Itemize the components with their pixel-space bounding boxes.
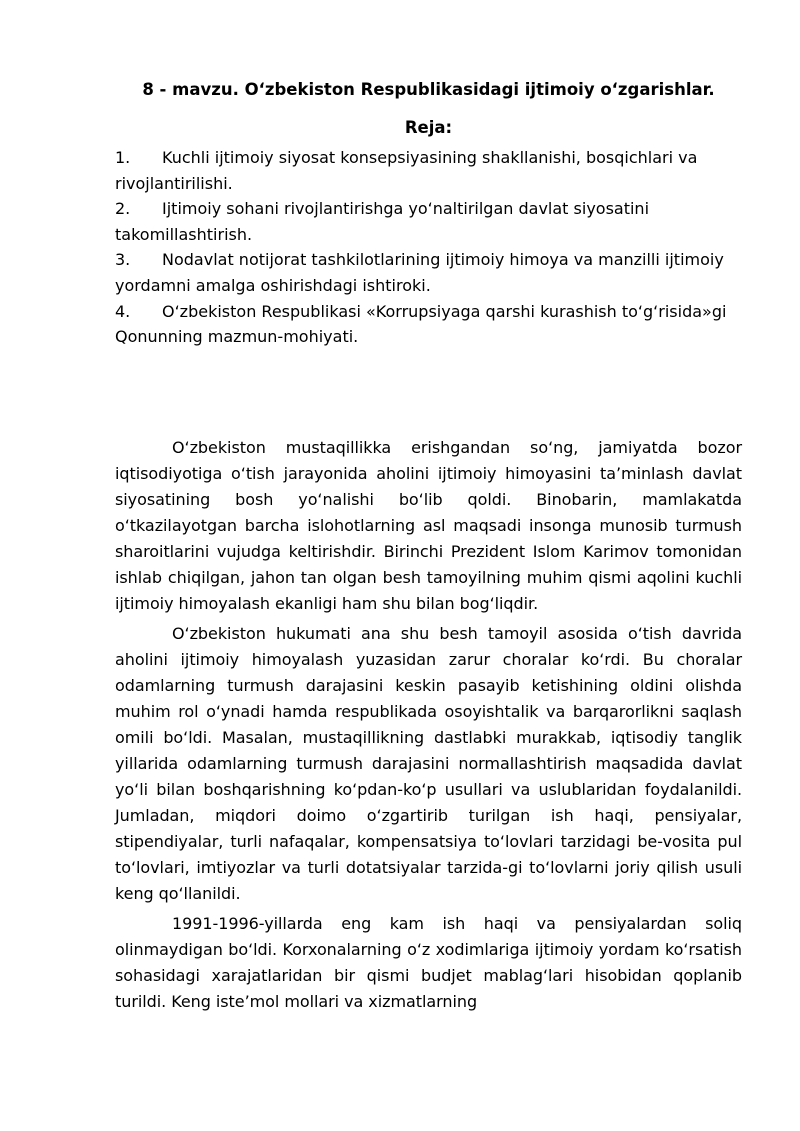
plan-item-number: 2. xyxy=(115,199,131,219)
body-text xyxy=(115,435,742,1015)
plan-item xyxy=(115,299,742,350)
plan-item xyxy=(115,145,742,196)
plan-list xyxy=(115,145,742,350)
plan-item-text: Nodavlat notijorat tashkilotlarining ijtimoiy himoya va manzilli ijtimoiy yordamni amalga oshirishdagi ishtiroki. xyxy=(115,250,724,295)
paragraph: 1991-1996-yillarda eng kam ish haqi va pensiyalardan soliq olinmaydigan bo‘ldi. Korxonalarning o‘z xodimlariga ijtimoiy yordam ko‘rsatish sohasidagi xarajatlaridan bir qismi budjet mablag‘lari hisobidan qoplanib turildi. Keng iste’mol mollari va xizmatlarning xyxy=(115,913,742,1011)
paragraph: O‘zbekiston mustaqillikka erishgandan so‘ng, jamiyatda bozor iqtisodiyotiga o‘tish jarayonida aholini ijtimoiy himoyasini ta’minlash davlat siyosatining bosh yo‘nalishi bo‘lib qoldi. Binobarin, mamlakatda o‘tkazilayotgan barcha islohotlarning asl maqsadi insonga munosib turmush sharoitlarini vujudga keltirishdir. Birinchi Prezident Islom Karimov tomonidan ishlab chiqilgan, jahon tan olgan besh tamoyilning muhim qismi aqolini kuchli ijtimoiy himoyalash ekanligi ham shu bilan bog‘liqdir. xyxy=(115,437,742,613)
plan-item-number: 1. xyxy=(115,148,131,167)
plan-item-text: Ijtimoiy sohani rivojlantirishga yo‘naltirilgan davlat siyosatini takomillashtirish. xyxy=(115,199,650,244)
paragraph: O‘zbekiston hukumati ana shu besh tamoyil asosida o‘tish davrida aholini ijtimoiy himoyalash yuzasidan zarur choralar ko‘rdi. Bu choralar odamlarning turmush darajasini keskin pasayib ketishining oldini olishda muhim rol o‘ynadi hamda respublikada osoyishtalik va barqarorlikni saqlash omili bo‘ldi. Masalan, mustaqillikning dastlabki murakkab, iqtisodiy tanglik yillarida odamlarning turmush darajasini normallashtirish maqsadida davlat yo‘li bilan boshqarishning ko‘pdan-ko‘p usullari va uslublaridan foydalanildi. Jumladan, miqdori doimo o‘zgartirib turilgan ish haqi, pensiyalar, stipendiyalar, turli nafaqalar, kompensatsiya to‘lovlari tarzidagi be-vosita pul to‘lovlari, imtiyozlar va turli dotatsiyalar tarzida-gi to‘lovlarni joriy qilish usuli keng qo‘llanildi. xyxy=(115,623,742,903)
document-page xyxy=(115,80,742,1019)
plan-item-number: 3. xyxy=(115,250,131,270)
document-title: 8 - mavzu. O‘zbekiston Respublikasidagi ijtimoiy o‘zgarishlar. xyxy=(142,80,715,99)
plan-item xyxy=(115,247,742,298)
plan-heading: Reja: xyxy=(404,118,453,137)
plan-item-number: 4. xyxy=(115,301,131,321)
plan-item xyxy=(115,196,742,247)
plan-item-text: O‘zbekiston Respublikasi «Korrupsiyaga qarshi kurashish to‘g‘risida»gi Qonunning mazmun-mohiyati. xyxy=(115,301,727,347)
plan-item-text: Kuchli ijtimoiy siyosat konsepsiyasining shakllanishi, bosqichlari va rivojlantirilishi. xyxy=(115,148,698,193)
